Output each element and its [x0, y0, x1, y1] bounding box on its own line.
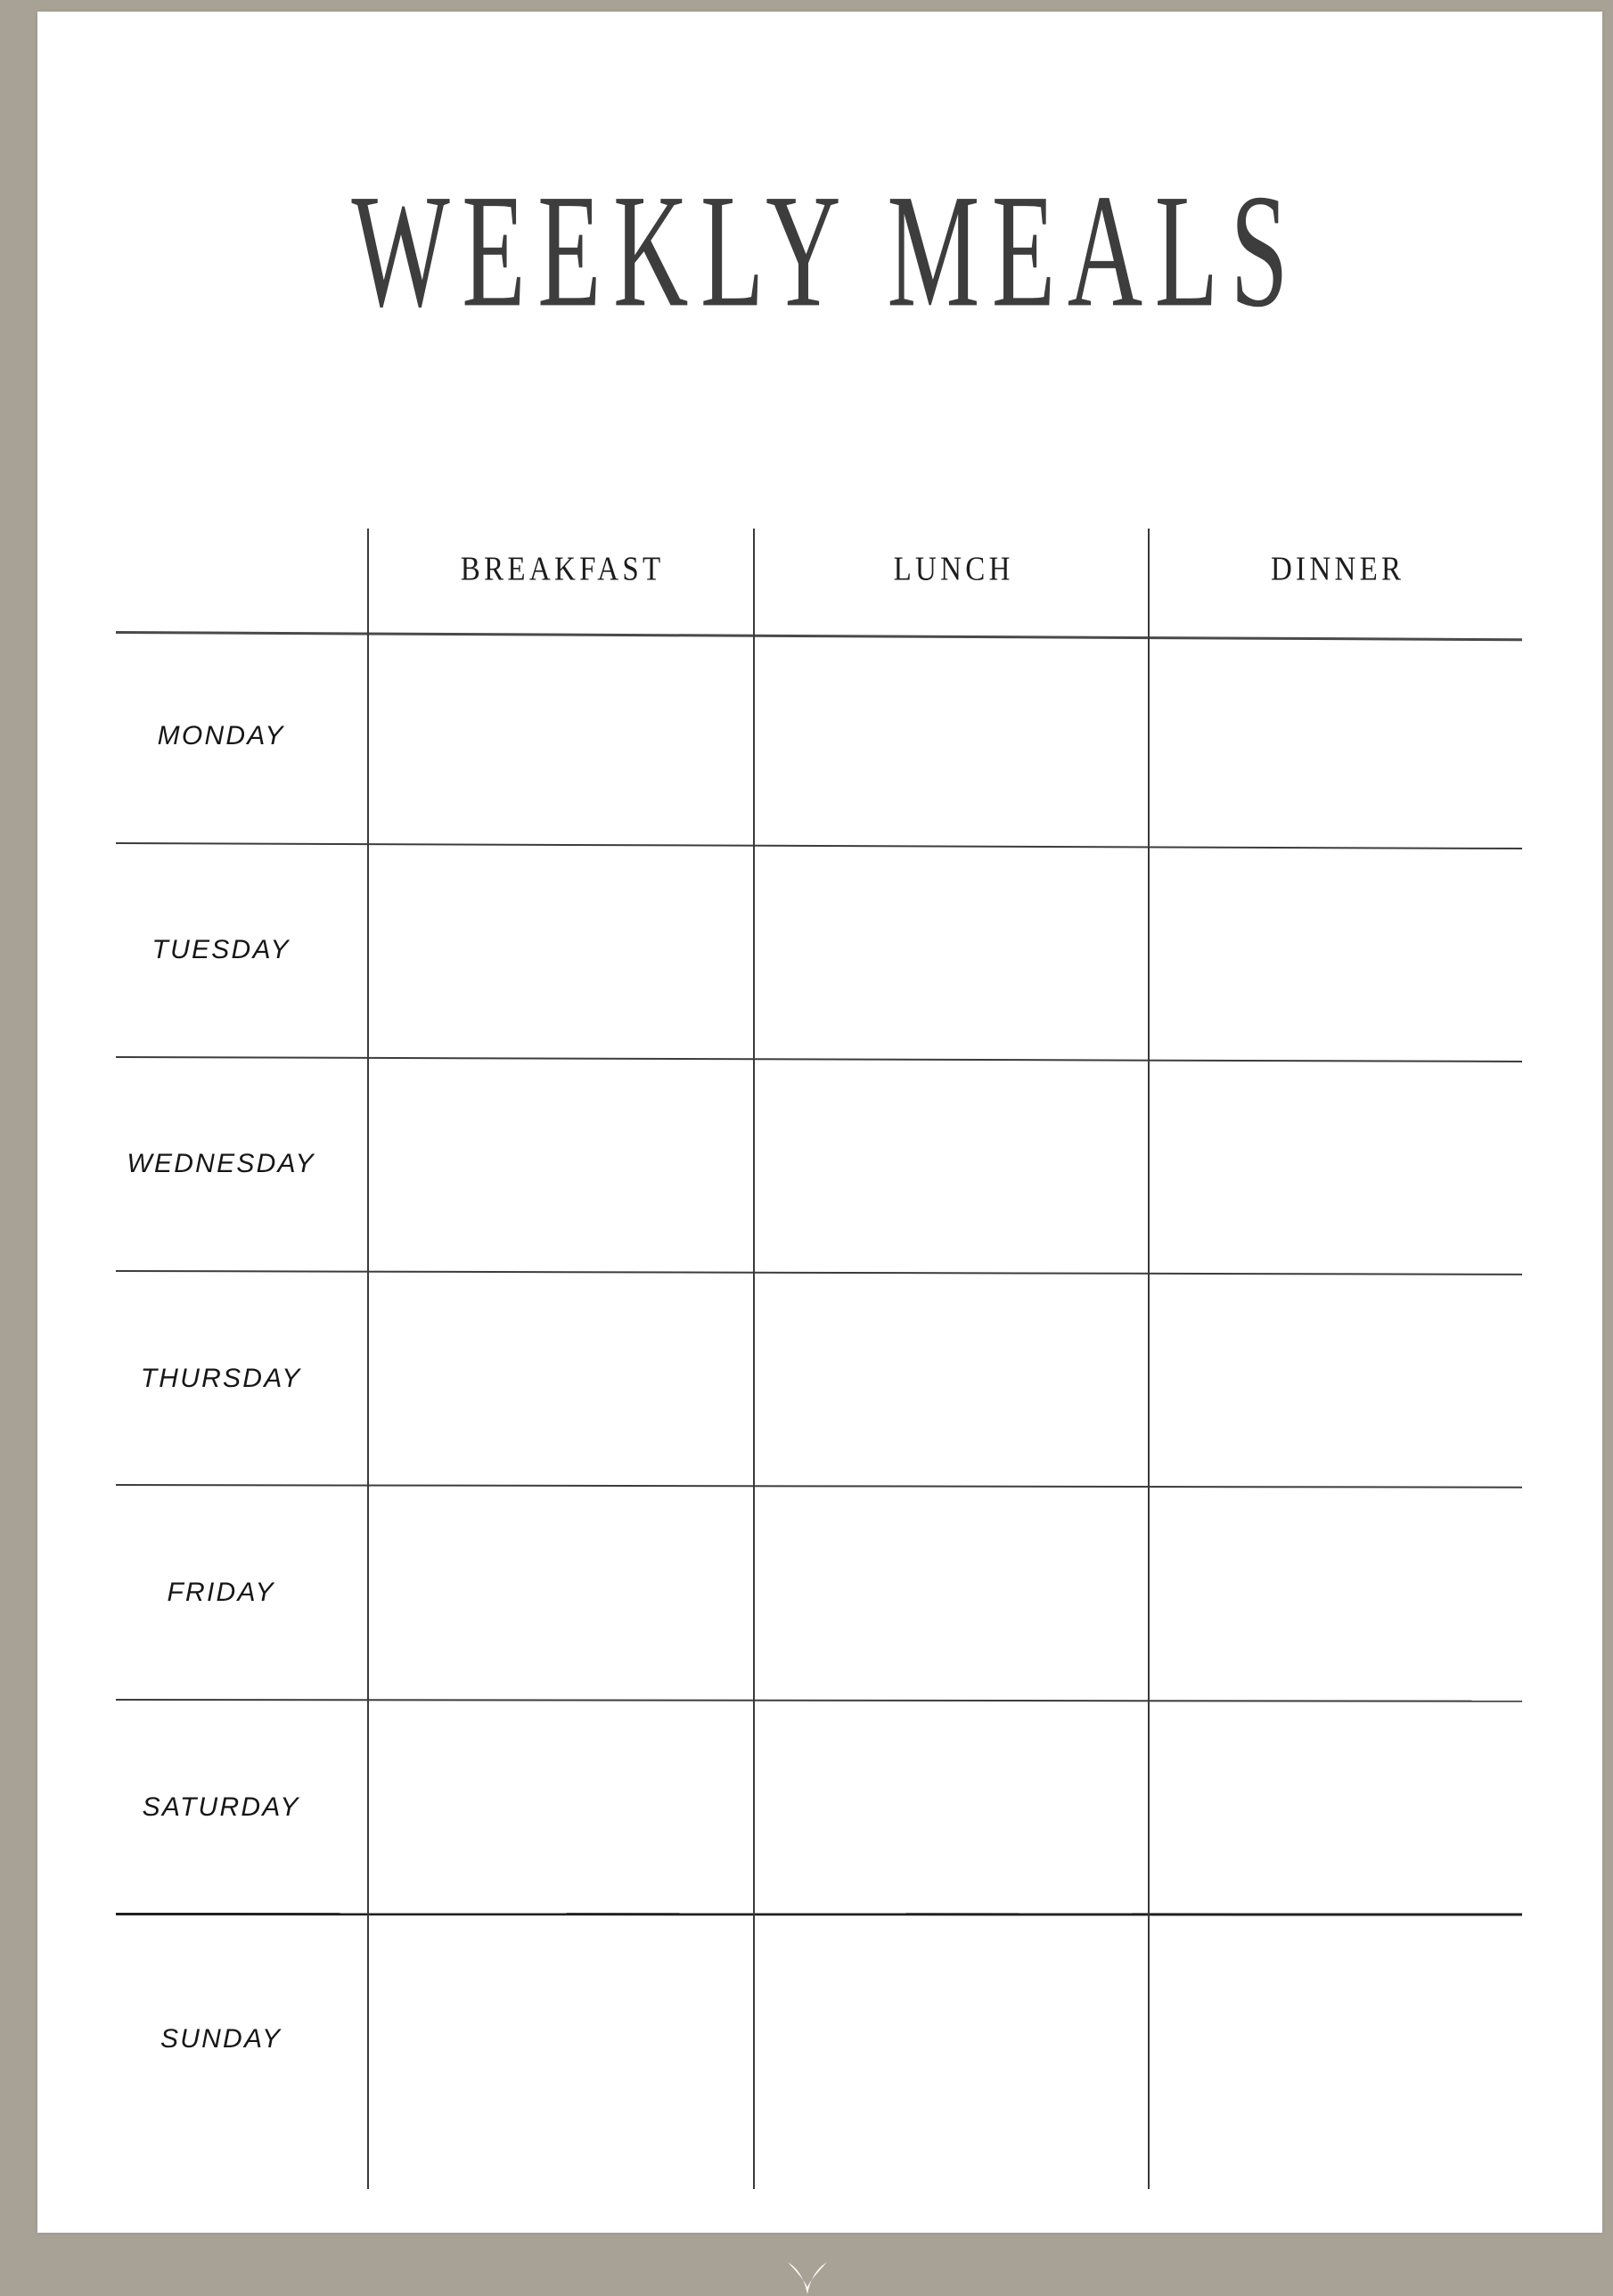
meal-cell-saturday-breakfast[interactable] [369, 1701, 752, 1911]
meal-cell-wednesday-dinner[interactable] [1150, 1058, 1522, 1268]
meal-cell-sunday-dinner[interactable] [1150, 1915, 1522, 2189]
meal-cell-monday-breakfast[interactable] [369, 633, 752, 841]
row-label-tuesday: TUESDAY [151, 935, 291, 964]
meal-cell-monday-dinner[interactable] [1150, 633, 1522, 841]
printable-page-sheet [37, 12, 1602, 2233]
meal-cell-wednesday-breakfast[interactable] [369, 1058, 752, 1268]
meal-cell-sunday-lunch[interactable] [755, 1915, 1147, 2189]
meal-cell-tuesday-breakfast[interactable] [369, 844, 752, 1054]
meal-cell-friday-dinner[interactable] [1150, 1486, 1522, 1697]
column-header-breakfast: BREAKFAST [460, 551, 665, 588]
meal-cell-saturday-dinner[interactable] [1150, 1701, 1522, 1911]
meal-cell-sunday-breakfast[interactable] [369, 1915, 752, 2189]
meal-cell-friday-breakfast[interactable] [369, 1486, 752, 1697]
page-title: WEEKLY MEALS [351, 161, 1301, 341]
meal-cell-monday-lunch[interactable] [755, 633, 1147, 841]
column-header-dinner: DINNER [1270, 551, 1405, 588]
meal-cell-thursday-lunch[interactable] [755, 1272, 1147, 1482]
meal-cell-saturday-lunch[interactable] [755, 1701, 1147, 1911]
row-label-saturday: SATURDAY [142, 1792, 300, 1822]
row-label-thursday: THURSDAY [140, 1364, 302, 1393]
row-label-friday: FRIDAY [167, 1578, 275, 1607]
meal-cell-tuesday-lunch[interactable] [755, 844, 1147, 1054]
row-label-monday: MONDAY [157, 721, 285, 750]
row-label-wednesday: WEDNESDAY [127, 1149, 315, 1178]
chevron-mark-icon [787, 2260, 828, 2296]
meal-cell-thursday-breakfast[interactable] [369, 1272, 752, 1482]
weekly-meal-table [37, 12, 1602, 2233]
meal-cell-thursday-dinner[interactable] [1150, 1272, 1522, 1482]
meal-cell-tuesday-dinner[interactable] [1150, 844, 1522, 1054]
meal-cell-friday-lunch[interactable] [755, 1486, 1147, 1697]
row-label-sunday: SUNDAY [160, 2024, 282, 2054]
column-header-lunch: LUNCH [893, 551, 1014, 588]
meal-cell-wednesday-lunch[interactable] [755, 1058, 1147, 1268]
